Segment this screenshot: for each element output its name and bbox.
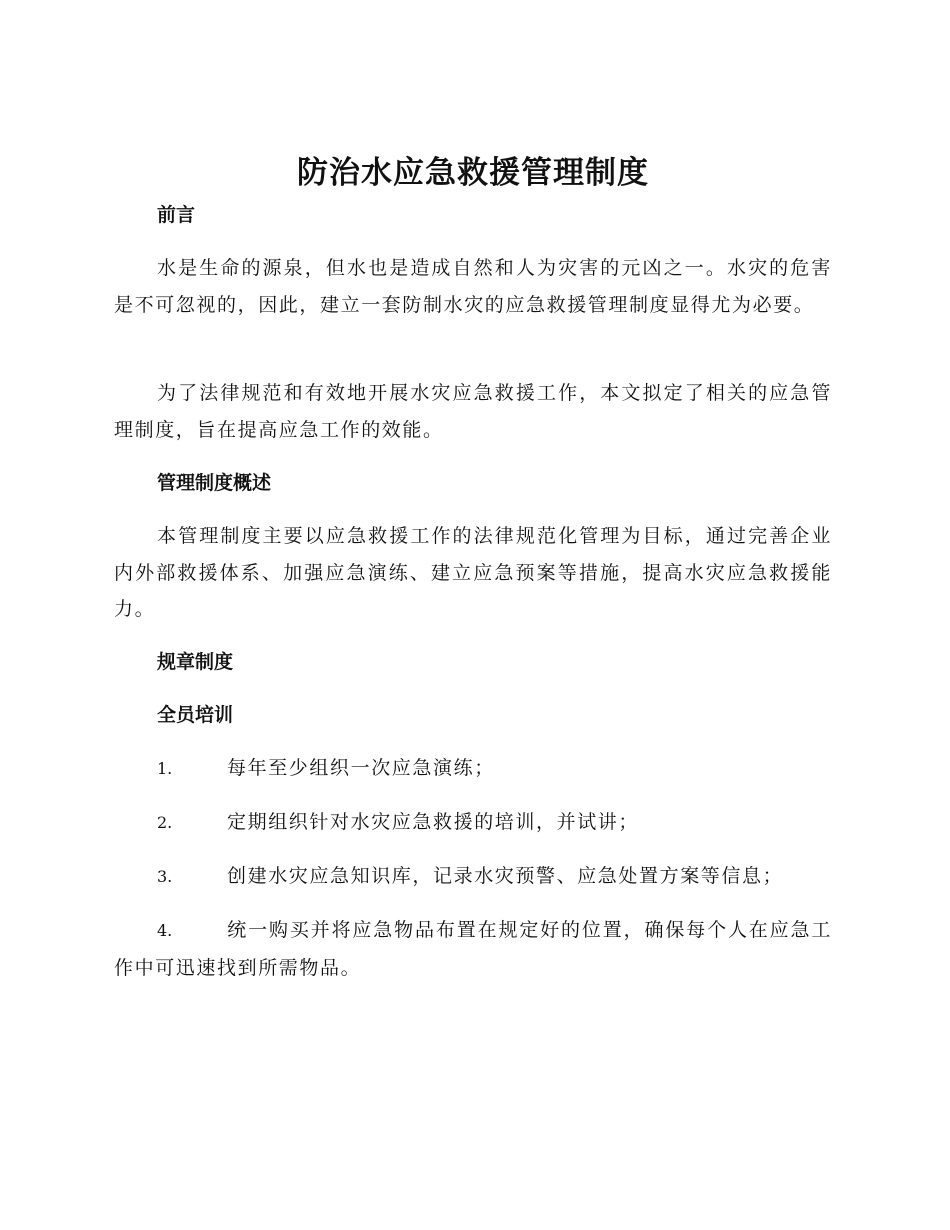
training-list-item-3 <box>114 858 832 896</box>
list-item-number: 2. <box>157 813 173 832</box>
list-item-number: 1. <box>157 759 173 778</box>
section-heading-training: 全员培训 <box>157 704 234 726</box>
list-item-number: 4. <box>157 921 173 940</box>
document-title: 防治水应急救援管理制度 <box>297 155 649 191</box>
training-list-item-2 <box>114 804 832 842</box>
preface-paragraph-2: 为了法律规范和有效地开展水灾应急救援工作，本文拟定了相关的应急管理制度，旨在提高应急工作的效能。 <box>114 382 832 441</box>
training-list-item-4 <box>114 912 832 986</box>
section-heading-rules: 规章制度 <box>157 651 234 673</box>
section-heading-overview: 管理制度概述 <box>157 472 272 494</box>
list-item-text: 定期组织针对水灾应急救援的培训，并试讲； <box>227 811 640 833</box>
list-item-text: 创建水灾应急知识库，记录水灾预警、应急处置方案等信息； <box>227 865 784 887</box>
training-list-item-1 <box>114 750 832 788</box>
preface-paragraph-1: 水是生命的源泉，但水也是造成自然和人为灾害的元凶之一。水灾的危害是不可忽视的，因此，建立一套防制水灾的应急救援管理制度显得尤为必要。 <box>114 257 832 316</box>
overview-paragraph-1: 本管理制度主要以应急救援工作的法律规范化管理为目标，通过完善企业内外部救援体系、加强应急演练、建立应急预案等措施，提高水灾应急救援能力。 <box>114 525 832 620</box>
section-heading-preface: 前言 <box>157 204 196 226</box>
list-item-text: 统一购买并将应急物品布置在规定好的位置，确保每个人在应急工作中可迅速找到所需物品。 <box>114 919 832 979</box>
list-item-text: 每年至少组织一次应急演练； <box>227 757 495 779</box>
list-item-number: 3. <box>157 867 173 886</box>
